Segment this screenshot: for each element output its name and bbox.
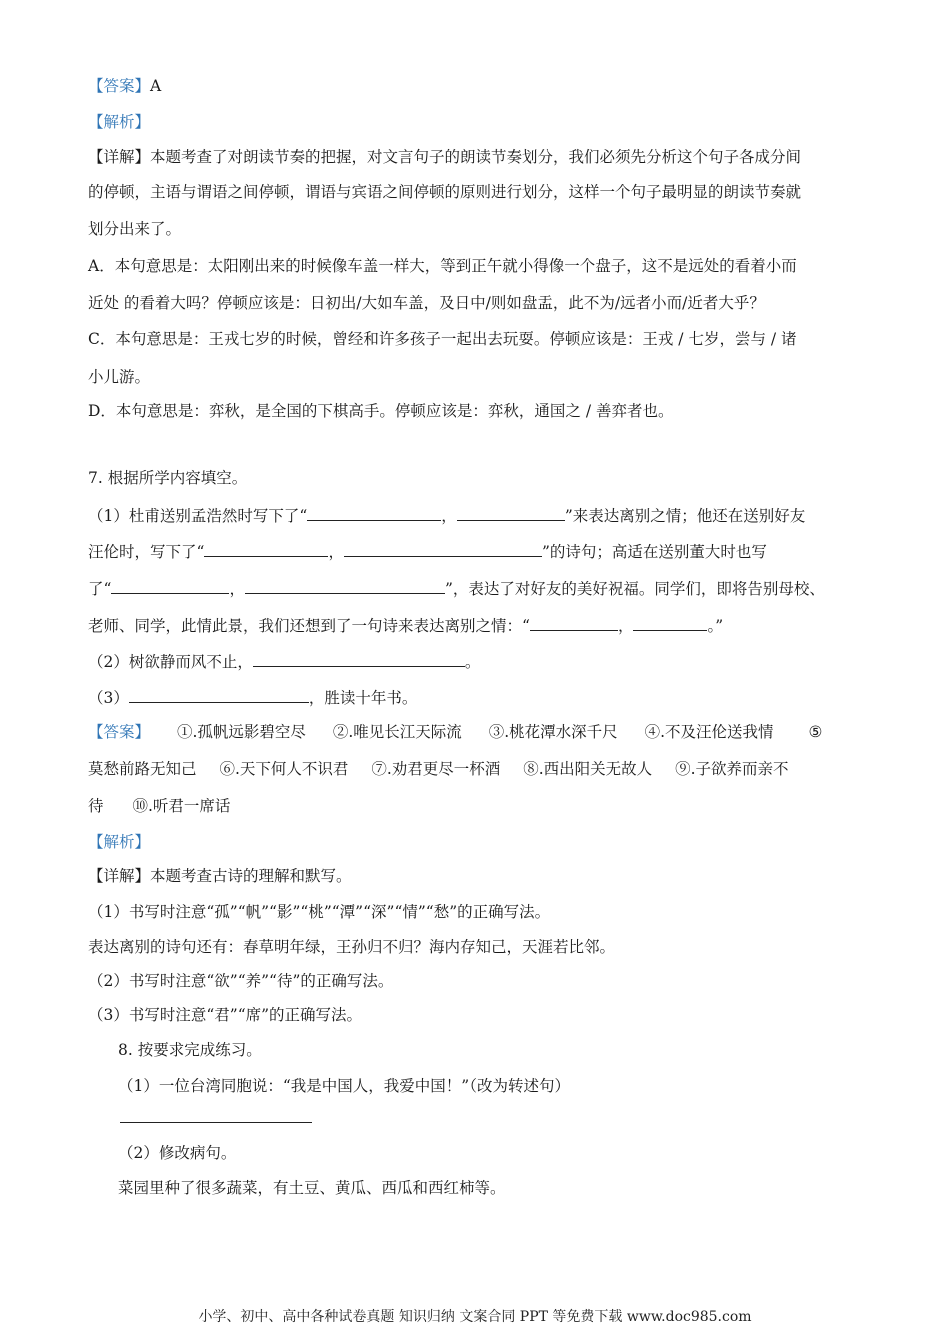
q7-p4: 老师、同学，此情此景，我们还想到了一句诗来表达离别之情：“ ， 。” [88,617,724,635]
answer-blank-line[interactable] [120,1122,312,1123]
q6-optC-line1: C．本句意思是：王戎七岁的时候，曾经和许多孩子一起出去玩耍。停顿应该是：王戎 / 七岁，尝与 / 诸 [88,330,797,348]
q7-note2: 表达离别的诗句还有：春草明年绿，王孙归不归？海内存知己，天涯若比邻。 [88,938,616,956]
q8-p1: （1）一位台湾同胞说：“我是中国人，我爱中国！”（改为转述句） [118,1077,570,1095]
answer-item: ⑤ [808,723,823,741]
blank-4[interactable] [344,541,542,557]
answer-item: 莫愁前路无知己 [88,760,197,778]
q7-answer-line3 [88,796,230,816]
analysis-tag: 【解析】 [88,833,151,851]
q7-p5: （2）树欲静而风不止， 。 [88,653,481,671]
q7-title: 7. 根据所学内容填空。 [88,469,248,487]
q7-note1: （1）书写时注意“孤”“帆”“影”“桃”“潭”“深”“情”“愁”的正确写法。 [88,903,551,921]
answer-tag: 【答案】 [88,77,151,95]
q8-p3: 菜园里种了很多蔬菜，有土豆、黄瓜、西瓜和西红柿等。 [118,1179,506,1197]
answer-item: ⑦.劝君更尽一杯酒 [371,760,501,778]
q7-answer-line1 [88,722,822,742]
blank-3[interactable] [204,541,328,557]
answer-value: A [150,77,162,95]
blank-2[interactable] [457,505,565,521]
q7-p2: 汪伦时，写下了“ ， ”的诗句；高适在送别董大时也写 [88,543,767,561]
q7-note4: （3）书写时注意“君”“席”的正确写法。 [88,1006,363,1024]
blank-10[interactable] [129,687,309,703]
analysis-tag: 【解析】 [88,113,151,131]
blank-7[interactable] [530,615,618,631]
page-footer: 小学、初中、高中各种试卷真题 知识归纳 文案合同 PPT 等免费下载 www.doc985.com [198,1309,752,1325]
answer-item: ⑧.西出阳关无故人 [523,760,653,778]
q7-detail-line1: 【详解】本题考查古诗的理解和默写。 [88,867,352,885]
q6-optA-line2: 近处 的看着大吗？停顿应该是：日初出/大如车盖，及日中/则如盘盂，此不为/远者小而/近者大乎？ [88,294,765,312]
blank-6[interactable] [245,578,445,594]
answer-item: ④.不及汪伦送我情 [644,723,774,741]
blank-9[interactable] [253,651,465,667]
blank-1[interactable] [307,505,441,521]
q8-p2: （2）修改病句。 [118,1144,237,1162]
q6-detail-line1: 【详解】本题考查了对朗读节奏的把握，对文言句子的朗读节奏划分，我们必须先分析这个句子各成分间 [88,148,802,166]
detail-tag: 【详解】 [88,867,151,885]
q6-detail-line2: 的停顿，主语与谓语之间停顿，谓语与宾语之间停顿的原则进行划分，这样一个句子最明显的朗读节奏就 [88,183,802,201]
blank-5[interactable] [111,578,229,594]
answer-item: ③.桃花潭水深千尺 [488,723,618,741]
blank-8[interactable] [633,615,707,631]
q7-p6: （3） ，胜读十年书。 [88,689,418,707]
answer-item: ⑥.天下何人不识君 [219,760,349,778]
q7-note3: （2）书写时注意“欲”“养”“待”的正确写法。 [88,972,394,990]
answer-item: ①.孤帆远影碧空尽 [176,723,306,741]
answer-item: ⑨.子欲养而亲不 [675,760,789,778]
answer-item: ②.唯见长江天际流 [332,723,462,741]
answer-item: 待 [88,797,104,815]
q6-optD-line1: D．本句意思是：弈秋，是全国的下棋高手。停顿应该是：弈秋，通国之 / 善弈者也。 [88,402,674,420]
q7-answer-line2 [88,759,789,779]
q6-optA-line1: A．本句意思是：太阳刚出来的时候像车盖一样大，等到正午就小得像一个盘子，这不是远处的看着小而 [88,257,797,275]
q7-p1: （1）杜甫送别孟浩然时写下了“ ， ”来表达离别之情；他还在送别好友 [88,507,806,525]
q6-optC-line2: 小儿游。 [88,368,151,386]
q6-detail-line3: 划分出来了。 [88,220,182,238]
q8-title: 8. 按要求完成练习。 [118,1041,262,1059]
q7-p3: 了“ ， ”，表达了对好友的美好祝福。同学们，即将告别母校、 [88,580,825,598]
detail-tag: 【详解】 [88,148,151,166]
q6-answer-line [88,76,161,96]
answer-item: ⑩.听君一席话 [132,797,231,815]
answer-tag: 【答案】 [88,723,151,741]
